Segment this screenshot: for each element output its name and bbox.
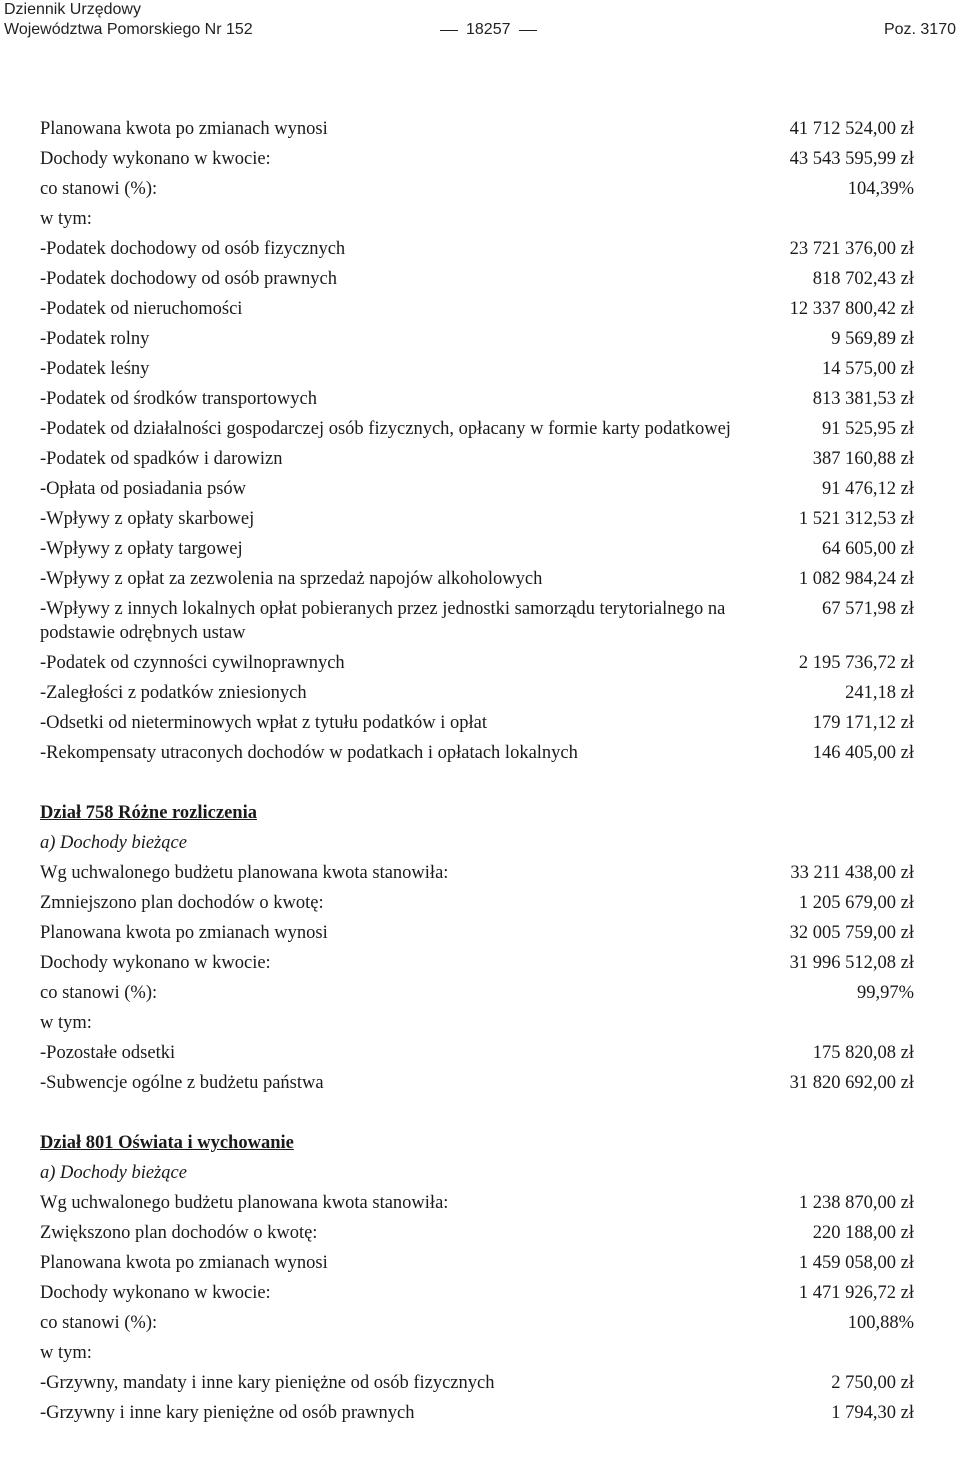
- item-value: 31 996 512,08 zł: [789, 953, 914, 973]
- item-label: -Wpływy z opłaty targowej: [40, 539, 243, 559]
- item-label: w tym:: [40, 1013, 92, 1033]
- item-label: Planowana kwota po zmianach wynosi: [40, 923, 328, 943]
- list-item: [40, 414, 914, 444]
- item-value: 220 188,00 zł: [812, 1223, 914, 1243]
- list-item: [40, 888, 914, 918]
- item-label: -Podatek dochodowy od osób fizycznych: [40, 239, 346, 259]
- tax-revenue-list: [40, 114, 914, 768]
- list-item: [40, 234, 914, 264]
- section-subtitle: a) Dochody bieżące: [40, 1163, 187, 1183]
- item-label: -Zaległości z podatków zniesionych: [40, 683, 307, 703]
- item-value: 1 238 870,00 zł: [798, 1193, 914, 1213]
- item-value: 1 459 058,00 zł: [798, 1253, 914, 1273]
- list-item: [40, 354, 914, 384]
- position-number: Poz. 3170: [883, 21, 956, 38]
- page-number: 18257: [466, 21, 511, 38]
- list-item: [40, 474, 914, 504]
- document-body: [40, 114, 914, 1428]
- list-item: [40, 1068, 914, 1098]
- item-value: 64 605,00 zł: [822, 539, 914, 559]
- item-value: 104,39%: [847, 179, 914, 199]
- item-label: -Wpływy z opłat za zezwolenia na sprzedaż napojów alkoholowych: [40, 569, 543, 589]
- section-gap: [40, 768, 914, 798]
- item-value: 32 005 759,00 zł: [789, 923, 914, 943]
- item-label: -Rekompensaty utraconych dochodów w podatkach i opłatach lokalnych: [40, 743, 578, 763]
- section-758: [40, 798, 914, 1098]
- item-label: -Opłata od posiadania psów: [40, 479, 247, 499]
- item-label: Planowana kwota po zmianach wynosi: [40, 1253, 328, 1273]
- item-label: -Grzywny, mandaty i inne kary pieniężne od osób fizycznych: [40, 1373, 495, 1393]
- item-label: co stanowi (%):: [40, 179, 158, 199]
- list-item: [40, 504, 914, 534]
- list-item: [40, 1278, 914, 1308]
- list-item: [40, 294, 914, 324]
- item-label: co stanowi (%):: [40, 983, 158, 1003]
- list-item: [40, 114, 914, 144]
- item-label: -Podatek leśny: [40, 359, 150, 379]
- item-label: -Wpływy z opłaty skarbowej: [40, 509, 255, 529]
- list-item: [40, 384, 914, 414]
- item-label: Planowana kwota po zmianach wynosi: [40, 119, 328, 139]
- item-value: 1 205 679,00 zł: [798, 893, 914, 913]
- item-value: 91 525,95 zł: [822, 419, 914, 439]
- list-item: [40, 1008, 914, 1038]
- journal-title-line2: Województwa Pomorskiego Nr 152: [4, 21, 253, 38]
- item-value: 2 750,00 zł: [831, 1373, 914, 1393]
- list-item: [40, 708, 914, 738]
- item-value: 1 794,30 zł: [831, 1403, 914, 1423]
- list-item: [40, 174, 914, 204]
- item-value: 31 820 692,00 zł: [789, 1073, 914, 1093]
- section-801: [40, 1128, 914, 1428]
- list-item: [40, 1038, 914, 1068]
- list-item: [40, 678, 914, 708]
- list-item: [40, 1188, 914, 1218]
- list-item: [40, 1398, 914, 1428]
- item-label: -Grzywny i inne kary pieniężne od osób prawnych: [40, 1403, 415, 1423]
- item-value: 179 171,12 zł: [812, 713, 914, 733]
- section-subtitle: a) Dochody bieżące: [40, 833, 187, 853]
- item-value: 43 543 595,99 zł: [789, 149, 914, 169]
- list-item: [40, 534, 914, 564]
- item-value: 1 082 984,24 zł: [798, 569, 914, 589]
- list-item: [40, 1248, 914, 1278]
- section-gap: [40, 1098, 914, 1128]
- list-item: [40, 648, 914, 678]
- list-item: [40, 144, 914, 174]
- item-value: 818 702,43 zł: [812, 269, 914, 289]
- item-value: 100,88%: [847, 1313, 914, 1333]
- item-label: -Podatek rolny: [40, 329, 150, 349]
- section-title: Dział 758 Różne rozliczenia: [40, 803, 257, 823]
- list-item: [40, 948, 914, 978]
- item-label: Dochody wykonano w kwocie:: [40, 149, 271, 169]
- item-label: -Podatek od środków transportowych: [40, 389, 317, 409]
- item-label: -Podatek od spadków i darowizn: [40, 449, 283, 469]
- item-label: co stanowi (%):: [40, 1313, 158, 1333]
- page-number-block: [432, 20, 545, 40]
- item-label: -Podatek od czynności cywilnoprawnych: [40, 653, 345, 673]
- item-label: Dochody wykonano w kwocie:: [40, 953, 271, 973]
- list-item: [40, 1218, 914, 1248]
- section-title: Dział 801 Oświata i wychowanie: [40, 1133, 294, 1153]
- list-item: [40, 1368, 914, 1398]
- item-value: 99,97%: [856, 983, 914, 1003]
- list-item: [40, 324, 914, 354]
- item-value: 813 381,53 zł: [812, 389, 914, 409]
- item-value: 14 575,00 zł: [822, 359, 914, 379]
- list-item: [40, 264, 914, 294]
- item-label: -Subwencje ogólne z budżetu państwa: [40, 1073, 324, 1093]
- dash-left: [440, 30, 458, 31]
- item-value: 175 820,08 zł: [812, 1043, 914, 1063]
- item-value: 23 721 376,00 zł: [789, 239, 914, 259]
- item-value: 1 471 926,72 zł: [798, 1283, 914, 1303]
- list-item: [40, 1308, 914, 1338]
- journal-title: [4, 0, 253, 40]
- item-label: -Podatek dochodowy od osób prawnych: [40, 269, 337, 289]
- item-value: 1 521 312,53 zł: [798, 509, 914, 529]
- list-item: [40, 594, 914, 648]
- list-item: [40, 204, 914, 234]
- list-item: [40, 858, 914, 888]
- item-label: -Podatek od działalności gospodarczej osób fizycznych, opłacany w formie karty podatkowej: [40, 419, 731, 439]
- item-label: -Odsetki od nieterminowych wpłat z tytułu podatków i opłat: [40, 713, 487, 733]
- item-label: -Pozostałe odsetki: [40, 1043, 176, 1063]
- item-value: 146 405,00 zł: [812, 743, 914, 763]
- item-label: Dochody wykonano w kwocie:: [40, 1283, 271, 1303]
- item-label: w tym:: [40, 1343, 92, 1363]
- journal-title-line1: Dziennik Urzędowy: [4, 1, 141, 18]
- item-label: Wg uchwalonego budżetu planowana kwota stanowiła:: [40, 1193, 449, 1213]
- item-value: 41 712 524,00 zł: [789, 119, 914, 139]
- item-label: -Podatek od nieruchomości: [40, 299, 243, 319]
- list-item: [40, 444, 914, 474]
- item-value: 33 211 438,00 zł: [790, 863, 914, 883]
- item-label: w tym:: [40, 209, 92, 229]
- list-item: [40, 918, 914, 948]
- item-label: Wg uchwalonego budżetu planowana kwota stanowiła:: [40, 863, 449, 883]
- item-value: 2 195 736,72 zł: [798, 653, 914, 673]
- item-value: 12 337 800,42 zł: [789, 299, 914, 319]
- list-item: [40, 978, 914, 1008]
- list-item: [40, 738, 914, 768]
- list-item: [40, 564, 914, 594]
- item-value: 67 571,98 zł: [822, 599, 914, 619]
- item-label: Zwiększono plan dochodów o kwotę:: [40, 1223, 318, 1243]
- item-value: 387 160,88 zł: [812, 449, 914, 469]
- page-header: [0, 0, 960, 44]
- item-label: Zmniejszono plan dochodów o kwotę:: [40, 893, 324, 913]
- dash-right: [519, 30, 537, 31]
- item-value: 9 569,89 zł: [831, 329, 914, 349]
- item-value: 91 476,12 zł: [822, 479, 914, 499]
- list-item: [40, 1338, 914, 1368]
- item-label: -Wpływy z innych lokalnych opłat pobieranych przez jednostki samorządu terytorialnego na podstawie odrębnych ustaw: [40, 599, 726, 643]
- section-801-rows: [40, 1188, 914, 1428]
- section-758-rows: [40, 858, 914, 1098]
- item-value: 241,18 zł: [845, 683, 914, 703]
